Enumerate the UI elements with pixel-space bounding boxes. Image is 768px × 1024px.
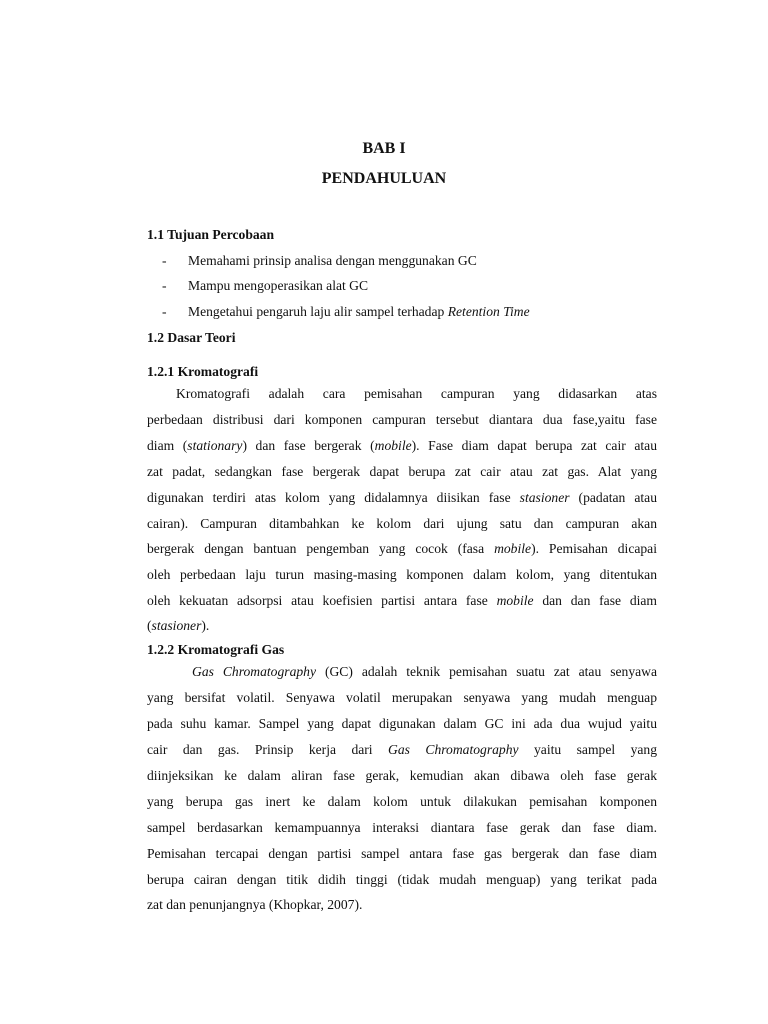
- paragraph-line: berupa cairan dengan titik didih tinggi (tidak mudah menguap) yang terikat pada: [147, 872, 657, 887]
- paragraph-line: diinjeksikan ke dalam aliran fase gerak, kemudian akan dibawa oleh fase gerak: [147, 768, 657, 783]
- list-item: Mengetahui pengaruh laju alir sampel terhadap Retention Time: [188, 304, 530, 319]
- paragraph-line: cair dan gas. Prinsip kerja dari Gas Chromatography yaitu sampel yang: [147, 742, 658, 757]
- paragraph-line: zat dan penunjangnya (Khopkar, 2007).: [147, 897, 363, 912]
- paragraph-line: sampel berdasarkan kemampuannya interaksi diantara fase gerak dan fase diam.: [147, 820, 657, 835]
- list-bullet: -: [162, 253, 167, 268]
- section-heading-1-2: 1.2 Dasar Teori: [147, 330, 236, 345]
- list-bullet: -: [162, 278, 167, 293]
- paragraph-line: oleh perbedaan laju turun masing-masing komponen dalam kolom, yang ditentukan: [147, 567, 657, 582]
- chapter-number: BAB I: [362, 140, 406, 157]
- chapter-title: PENDAHULUAN: [321, 170, 447, 187]
- list-bullet: -: [162, 304, 167, 319]
- paragraph-line: Pemisahan tercapai dengan partisi sampel antara fase gas bergerak dan fase diam: [147, 846, 657, 861]
- paragraph-line: (stasioner).: [147, 618, 210, 633]
- paragraph-line: yang bersifat volatil. Senyawa volatil merupakan senyawa yang mudah menguap: [147, 690, 657, 705]
- section-heading-1-1: 1.1 Tujuan Percobaan: [147, 227, 275, 242]
- paragraph-line: yang berupa gas inert ke dalam kolom untuk dilakukan pemisahan komponen: [147, 794, 657, 809]
- paragraph-line: Gas Chromatography (GC) adalah teknik pemisahan suatu zat atau senyawa: [192, 664, 658, 679]
- paragraph-line: digunakan terdiri atas kolom yang didalamnya diisikan fase stasioner (padatan atau: [147, 490, 658, 505]
- list-item: Memahami prinsip analisa dengan menggunakan GC: [188, 253, 477, 268]
- paragraph-line: Kromatografi adalah cara pemisahan campuran yang didasarkan atas: [176, 386, 657, 401]
- section-heading-1-2-2: 1.2.2 Kromatografi Gas: [147, 642, 285, 657]
- paragraph-line: bergerak dengan bantuan pengemban yang cocok (fasa mobile). Pemisahan dicapai: [147, 541, 657, 556]
- paragraph-line: perbedaan distribusi dari komponen campuran tersebut diantara dua fase,yaitu fase: [147, 412, 657, 427]
- paragraph-line: diam (stationary) dan fase bergerak (mobile). Fase diam dapat berupa zat cair atau: [147, 438, 657, 453]
- paragraph-line: cairan). Campuran ditambahkan ke kolom dari ujung satu dan campuran akan: [147, 516, 657, 531]
- paragraph-line: zat padat, sedangkan fase bergerak dapat berupa zat cair atau zat gas. Alat yang: [147, 464, 657, 479]
- paragraph-line: pada suhu kamar. Sampel yang dapat digunakan dalam GC ini ada dua wujud yaitu: [147, 716, 657, 731]
- paragraph-line: oleh kekuatan adsorpsi atau koefisien partisi antara fase mobile dan dan fase diam: [147, 593, 658, 608]
- section-heading-1-2-1: 1.2.1 Kromatografi: [147, 364, 259, 379]
- list-item: Mampu mengoperasikan alat GC: [188, 278, 369, 293]
